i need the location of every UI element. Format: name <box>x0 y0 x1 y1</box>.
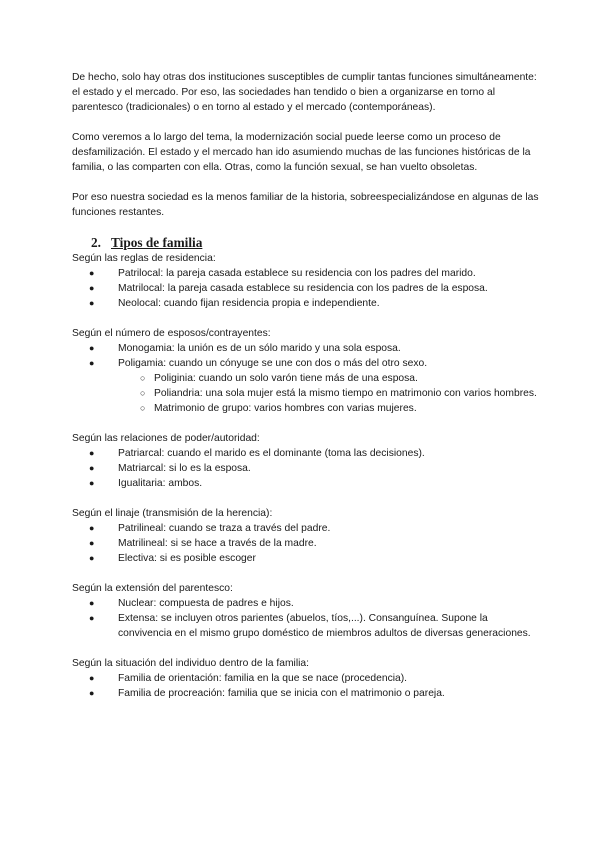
list-item-text: Nuclear: compuesta de padres e hijos. <box>118 598 294 609</box>
bullet-list <box>72 266 542 311</box>
list-item <box>72 686 542 701</box>
bullet-icon: ● <box>89 688 95 698</box>
group-heading: Según las relaciones de poder/autoridad: <box>72 433 260 444</box>
list-item <box>72 476 542 491</box>
sub-bullet-list <box>130 371 542 416</box>
sub-list-item-text: Matrimonio de grupo: varios hombres con varias mujeres. <box>154 403 417 414</box>
list-item <box>72 611 542 641</box>
list-item <box>72 446 542 461</box>
bullet-icon: ● <box>89 343 95 353</box>
sub-list-item-text: Poliandria: una sola mujer está la mismo tiempo en matrimonio con varios hombres. <box>154 388 537 399</box>
bullet-list <box>72 671 542 701</box>
bullet-icon: ● <box>89 553 95 563</box>
list-item <box>72 671 542 686</box>
group-heading: Según el número de esposos/contrayentes: <box>72 328 271 339</box>
list-item <box>72 341 542 356</box>
list-item-text: Electiva: si es posible escoger <box>118 553 256 564</box>
list-item-text: Extensa: se incluyen otros parientes (abuelos, tíos,...). Consanguínea. Supone la convivencia en el mismo grupo doméstico de miembros adultos de diversas generaciones. <box>118 613 531 639</box>
classification-group <box>72 506 542 566</box>
bullet-list <box>72 341 542 416</box>
list-item-text: Monogamia: la unión es de un sólo marido y una sola esposa. <box>118 343 401 354</box>
list-item <box>72 296 542 311</box>
classification-group <box>72 656 542 701</box>
bullet-icon: ● <box>89 298 95 308</box>
group-heading: Según las reglas de residencia: <box>72 253 216 264</box>
classification-group <box>72 581 542 641</box>
intro-paragraph: Por eso nuestra sociedad es la menos familiar de la historia, sobreespecializándose en algunas de las funciones restantes. <box>72 192 539 218</box>
bullet-icon: ● <box>89 673 95 683</box>
section-number: 2. <box>91 235 101 250</box>
list-item <box>72 266 542 281</box>
list-item <box>72 551 542 566</box>
list-item-text: Matrilocal: la pareja casada establece su residencia con los padres de la esposa. <box>118 283 488 294</box>
list-item-text: Familia de procreación: familia que se inicia con el matrimonio o pareja. <box>118 688 445 699</box>
list-item-text: Poligamia: cuando un cónyuge se une con dos o más del otro sexo. <box>118 358 428 369</box>
bullet-icon: ● <box>89 448 95 458</box>
bullet-icon: ● <box>89 358 95 368</box>
bullet-icon: ● <box>89 283 95 293</box>
bullet-list <box>72 596 542 641</box>
list-item <box>72 521 542 536</box>
hollow-bullet-icon: ○ <box>140 373 146 383</box>
list-item-text: Neolocal: cuando fijan residencia propia e independiente. <box>118 298 380 309</box>
list-item-text: Patrilocal: la pareja casada establece su residencia con los padres del marido. <box>118 268 476 279</box>
bullet-icon: ● <box>89 538 95 548</box>
sub-list-item <box>130 401 542 416</box>
list-item <box>72 281 542 296</box>
bullet-icon: ● <box>89 613 95 623</box>
sub-list-item <box>130 371 542 386</box>
intro-paragraph: De hecho, solo hay otras dos instituciones susceptibles de cumplir tantas funciones simultáneamente: el estado y el mercado. Por eso, las sociedades han tendido o bien a organizarse en torno al parentesco (tradicionales) o en torno al estado y el mercado (contemporáneas). <box>72 72 537 113</box>
group-heading: Según la situación del individuo dentro de la familia: <box>72 658 309 669</box>
bullet-list <box>72 446 542 491</box>
list-item-text: Igualitaria: ambos. <box>118 478 203 489</box>
bullet-icon: ● <box>89 478 95 488</box>
group-heading: Según el linaje (transmisión de la herencia): <box>72 508 273 519</box>
section-heading <box>91 235 542 251</box>
bullet-icon: ● <box>89 463 95 473</box>
list-item <box>72 596 542 611</box>
group-heading: Según la extensión del parentesco: <box>72 583 233 594</box>
list-item <box>72 536 542 551</box>
bullet-list <box>72 521 542 566</box>
list-item-text: Familia de orientación: familia en la que se nace (procedencia). <box>118 673 408 684</box>
classification-group <box>72 251 542 311</box>
list-item <box>72 356 542 416</box>
list-item-text: Matriarcal: si lo es la esposa. <box>118 463 251 474</box>
hollow-bullet-icon: ○ <box>140 403 146 413</box>
intro-paragraphs <box>72 70 542 220</box>
intro-paragraph: Como veremos a lo largo del tema, la modernización social puede leerse como un proceso de desfamilización. El estado y el mercado han ido asumiendo muchas de las funciones históricas de la familia, o las comparten con ella. Otras, como la función sexual, se han vuelto obsoletas. <box>72 132 531 173</box>
list-item <box>72 461 542 476</box>
classification-group <box>72 431 542 491</box>
hollow-bullet-icon: ○ <box>140 388 146 398</box>
bullet-icon: ● <box>89 523 95 533</box>
bullet-icon: ● <box>89 268 95 278</box>
list-item-text: Patriarcal: cuando el marido es el dominante (toma las decisiones). <box>118 448 425 459</box>
bullet-icon: ● <box>89 598 95 608</box>
list-item-text: Matrilineal: si se hace a través de la madre. <box>118 538 317 549</box>
classification-group <box>72 326 542 416</box>
sub-list-item-text: Poliginia: cuando un solo varón tiene más de una esposa. <box>154 373 418 384</box>
sub-list-item <box>130 386 542 401</box>
document-page <box>72 70 542 716</box>
list-item-text: Patrilineal: cuando se traza a través del padre. <box>118 523 331 534</box>
section-title: Tipos de familia <box>111 235 203 250</box>
